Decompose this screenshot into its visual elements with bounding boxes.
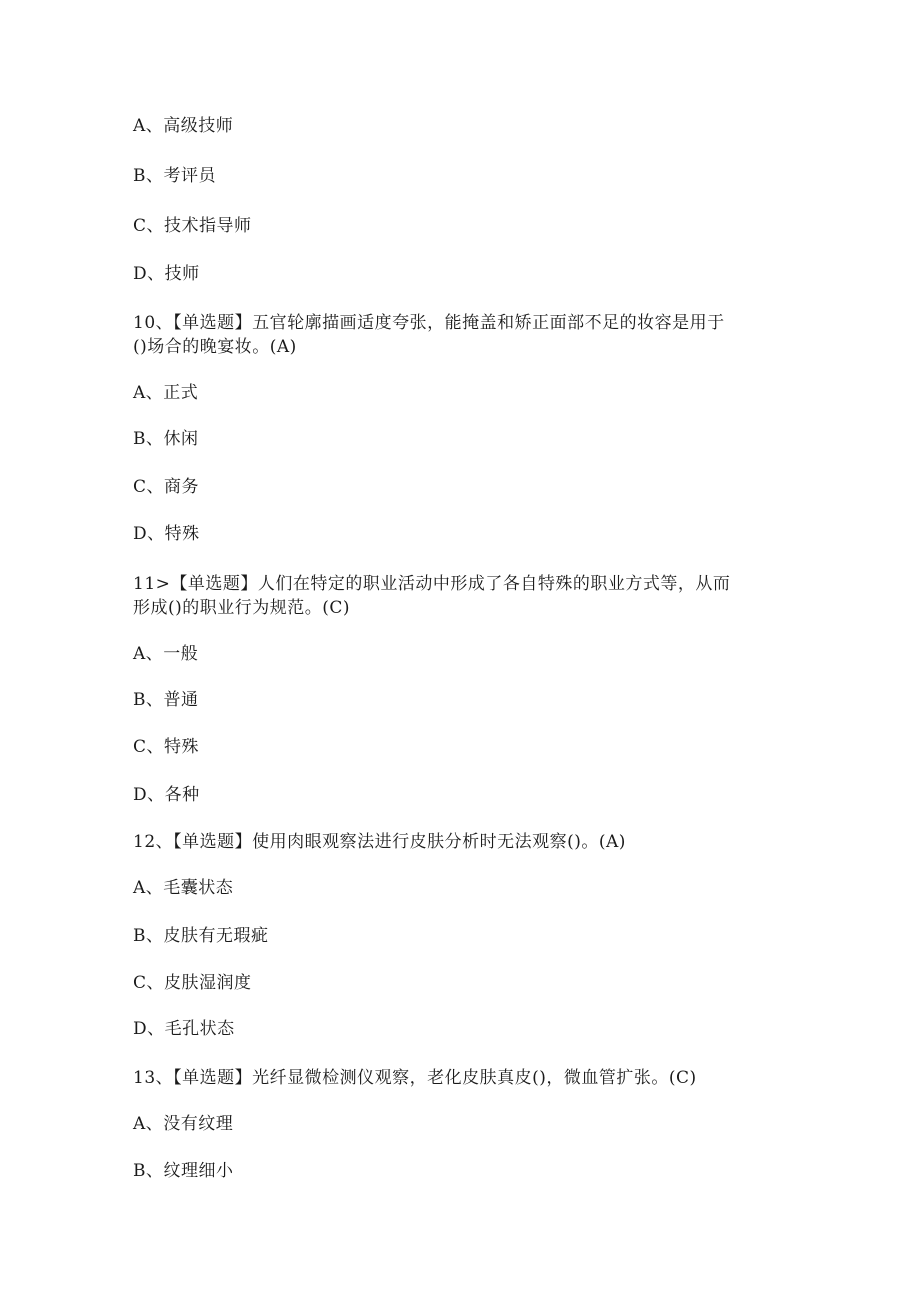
option-d-q9: D、技师 bbox=[133, 264, 200, 284]
option-b-q9: B、考评员 bbox=[133, 166, 216, 186]
option-b-q11: B、普通 bbox=[133, 690, 199, 710]
question-10-line1: 10、【单选题】五官轮廓描画适度夸张，能掩盖和矫正面部不足的妆容是用于 bbox=[133, 313, 725, 333]
question-11-line1: 11>【单选题】人们在特定的职业活动中形成了各自特殊的职业方式等，从而 bbox=[133, 574, 731, 594]
option-d-q10: D、特殊 bbox=[133, 524, 200, 544]
option-c-q9: C、技术指导师 bbox=[133, 216, 252, 236]
option-b-q13: B、纹理细小 bbox=[133, 1161, 234, 1181]
question-13-line1: 13、【单选题】光纤显微检测仪观察，老化皮肤真皮()，微血管扩张。(C) bbox=[133, 1068, 697, 1088]
option-a-q11: A、一般 bbox=[133, 644, 199, 664]
option-b-q10: B、休闲 bbox=[133, 429, 199, 449]
option-d-q12: D、毛孔状态 bbox=[133, 1019, 235, 1039]
question-10-line2: ()场合的晚宴妆。(A) bbox=[133, 337, 297, 357]
question-12-line1: 12、【单选题】使用肉眼观察法进行皮肤分析时无法观察()。(A) bbox=[133, 832, 626, 852]
option-b-q12: B、皮肤有无瑕疵 bbox=[133, 926, 269, 946]
option-a-q10: A、正式 bbox=[133, 383, 199, 403]
option-a-q9: A、高级技师 bbox=[133, 116, 234, 136]
option-c-q12: C、皮肤湿润度 bbox=[133, 973, 252, 993]
question-11-line2: 形成()的职业行为规范。(C) bbox=[133, 598, 351, 618]
option-a-q13: A、没有纹理 bbox=[133, 1114, 234, 1134]
option-a-q12: A、毛囊状态 bbox=[133, 878, 234, 898]
option-d-q11: D、各种 bbox=[133, 785, 200, 805]
option-c-q11: C、特殊 bbox=[133, 737, 200, 757]
option-c-q10: C、商务 bbox=[133, 477, 200, 497]
